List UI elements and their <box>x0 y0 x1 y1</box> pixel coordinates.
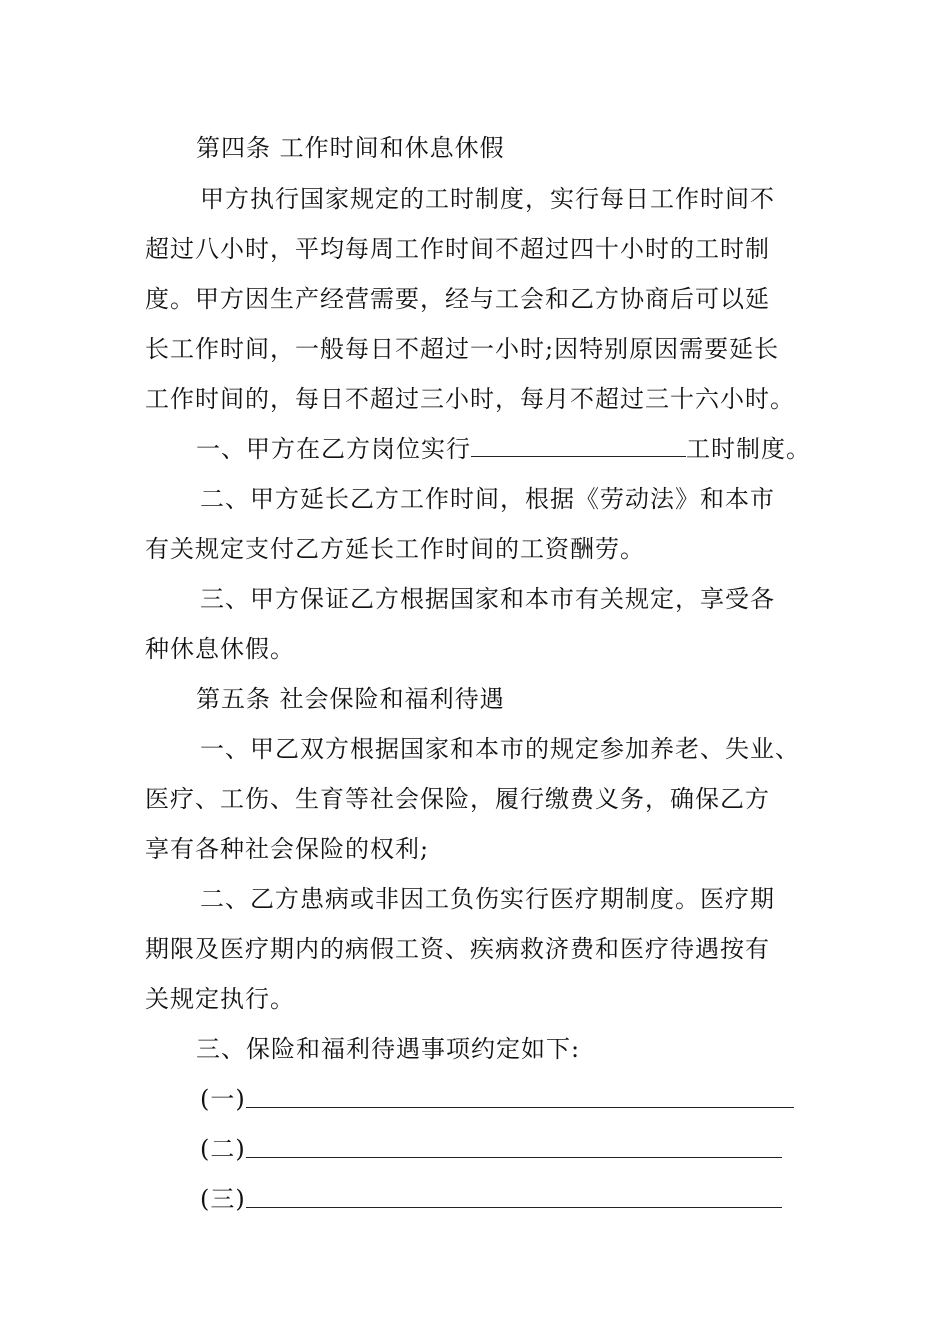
article4-para1-line3: 度。甲方因生产经营需要，经与工会和乙方协商后可以延 <box>145 285 770 313</box>
article4-para1-line2: 超过八小时，平均每周工作时间不超过四十小时的工时制 <box>145 235 770 263</box>
article4-item1 <box>196 434 811 464</box>
blank-line-2[interactable] <box>246 1156 782 1158</box>
article4-item2-line2: 有关规定支付乙方延长工作时间的工资酬劳。 <box>145 535 645 563</box>
article5-item2-line1: 二、乙方患病或非因工负伤实行医疗期制度。医疗期 <box>200 885 775 913</box>
blank-line-1[interactable] <box>246 1106 794 1108</box>
article4-item3-line1: 三、甲方保证乙方根据国家和本市有关规定，享受各 <box>200 585 775 613</box>
article4-item3-line2: 种休息休假。 <box>145 635 295 663</box>
article5-item3: 三、保险和福利待遇事项约定如下: <box>196 1035 581 1063</box>
article4-heading: 第四条 工作时间和休息休假 <box>196 134 505 162</box>
article4-item2-line1: 二、甲方延长乙方工作时间，根据《劳动法》和本市 <box>200 485 775 513</box>
blank-line-3[interactable] <box>246 1206 782 1208</box>
blank-label-2: (二) <box>200 1135 246 1163</box>
article5-item2-line3: 关规定执行。 <box>145 985 295 1013</box>
article4-item1-suffix: 工时制度。 <box>686 435 811 463</box>
article4-item1-prefix: 一、甲方在乙方岗位实行 <box>196 435 471 463</box>
work-hours-system-blank[interactable] <box>471 434 686 457</box>
article5-item1-line1: 一、甲乙双方根据国家和本市的规定参加养老、失业、 <box>200 735 800 763</box>
article4-para1-line4: 长工作时间，一般每日不超过一小时;因特别原因需要延长 <box>145 335 780 363</box>
article5-heading: 第五条 社会保险和福利待遇 <box>196 685 505 713</box>
article5-item2-line2: 期限及医疗期内的病假工资、疾病救济费和医疗待遇按有 <box>145 935 770 963</box>
article4-para1-line1: 甲方执行国家规定的工时制度，实行每日工作时间不 <box>200 185 775 213</box>
article4-para1-line5: 工作时间的，每日不超过三小时，每月不超过三十六小时。 <box>145 385 795 413</box>
article5-item1-line2: 医疗、工伤、生育等社会保险，履行缴费义务，确保乙方 <box>145 785 770 813</box>
blank-label-1: (一) <box>200 1085 246 1113</box>
blank-label-3: (三) <box>200 1185 246 1213</box>
article5-item1-line3: 享有各种社会保险的权利; <box>145 835 430 863</box>
